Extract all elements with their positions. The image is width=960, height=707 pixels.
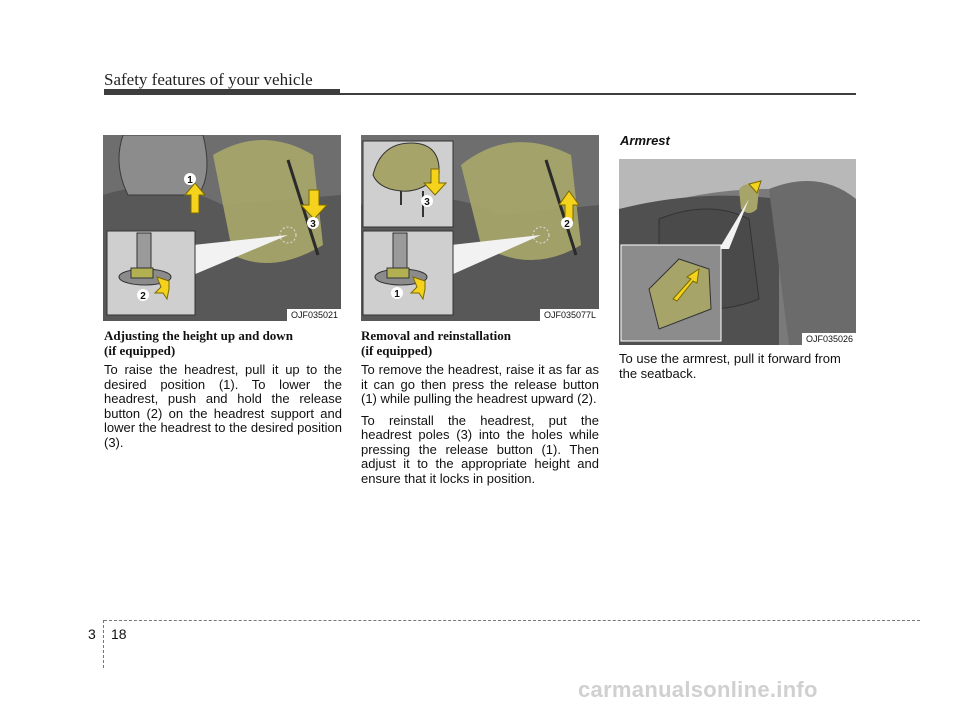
callout-2: 2 — [140, 291, 146, 302]
paragraph: To remove the headrest, raise it as far as it can go then press the release button (1) while pulling the headrest upward (2). — [361, 362, 599, 406]
section-adjust-height — [104, 328, 342, 457]
paragraph: To reinstall the headrest, put the headrest poles (3) into the holes while pressing the release button (1). Then adjust it to the appropriate height and ensure that it locks in position. — [361, 412, 599, 486]
figure-headrest-height — [103, 135, 341, 321]
heading-line: (if equipped) — [361, 343, 433, 358]
figure-code: OJF035021 — [287, 309, 341, 321]
footer-rule — [104, 620, 920, 621]
headrest-removal-illustration — [361, 135, 599, 321]
headrest-height-illustration — [103, 135, 341, 321]
footer-divider — [103, 620, 104, 668]
figure-armrest — [619, 159, 856, 345]
figure-code: OJF035026 — [802, 333, 856, 345]
section-title-armrest: Armrest — [620, 133, 670, 148]
callout-1: 1 — [187, 175, 193, 186]
paragraph: To use the armrest, pull it forward from the seatback. — [619, 351, 841, 381]
section-armrest — [619, 352, 857, 388]
header-rule — [104, 93, 856, 95]
section-removal — [361, 328, 599, 493]
section-heading — [104, 328, 342, 358]
heading-line: Removal and reinstallation — [361, 328, 511, 343]
armrest-illustration — [619, 159, 856, 345]
callout-3: 3 — [310, 219, 316, 230]
paragraph: To raise the headrest, pull it up to the desired position (1). To lower the headrest, push and hold the release button (2) on the headrest support and lower the headrest to the desired position (3). — [104, 362, 342, 450]
page-number: 18 — [111, 626, 127, 642]
figure-code: OJF035077L — [540, 309, 599, 321]
section-heading — [361, 328, 599, 358]
callout-1: 1 — [394, 289, 400, 300]
chapter-number: 3 — [88, 626, 96, 642]
heading-line: Adjusting the height up and down — [104, 328, 293, 343]
watermark: carmanualsonline.info — [578, 677, 818, 702]
page-header-title: Safety features of your vehicle — [104, 70, 313, 89]
callout-2: 2 — [564, 219, 570, 230]
callout-3: 3 — [424, 197, 430, 208]
figure-headrest-removal — [361, 135, 599, 321]
heading-line: (if equipped) — [104, 343, 176, 358]
